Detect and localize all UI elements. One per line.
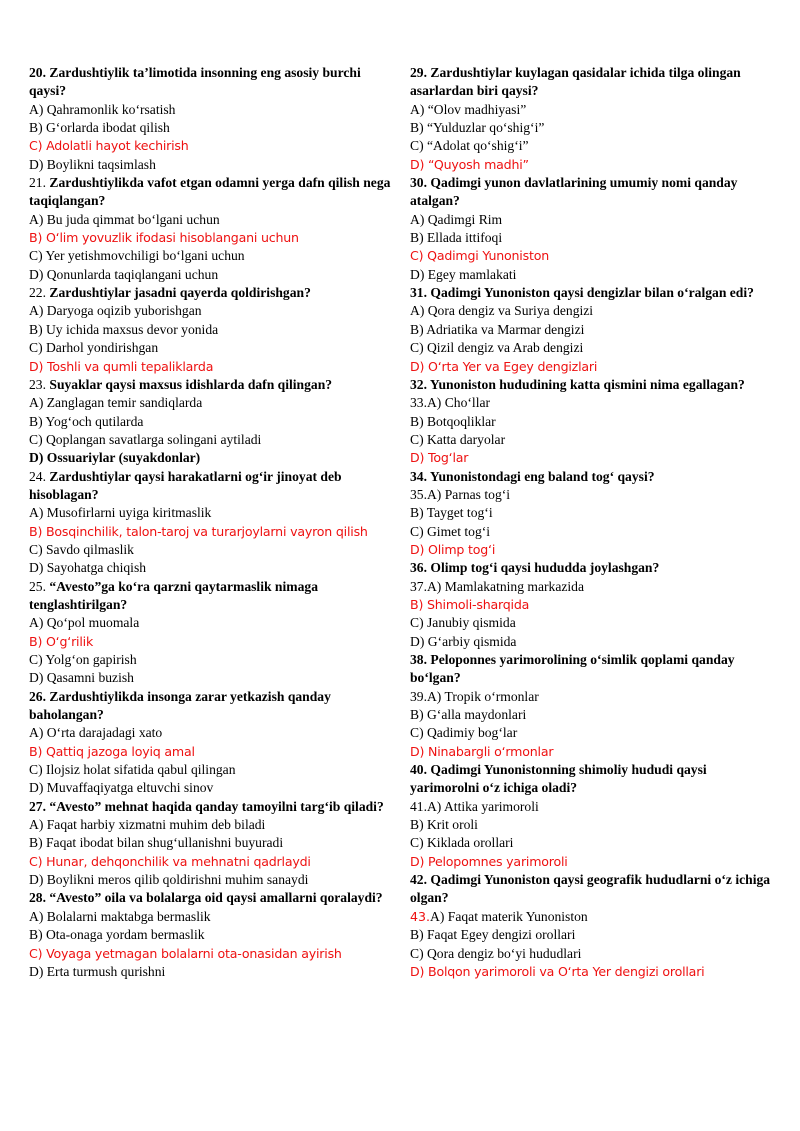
option-a: 43.A) Faqat materik Yunoniston	[410, 908, 588, 924]
option-c: C) Gimet tog‘i	[410, 523, 491, 539]
correct-answer: D) O‘rta Yer va Egey dengizlari	[410, 358, 598, 374]
correct-answer: B) Shimoli-sharqida	[410, 596, 530, 612]
question-38: 38. Peloponnes yarimorolining o‘simlik qoplami qanday bo‘lgan?	[410, 652, 735, 686]
option-c: C) Yer yetishmovchiligi bo‘lgani uchun	[29, 248, 245, 264]
option-a: A) Qora dengiz va Suriya dengizi	[410, 303, 594, 319]
option-c: C) Qora dengiz bo‘yi hududlari	[410, 945, 582, 961]
option-a: A) Zanglagan temir sandiqlarda	[29, 395, 203, 411]
correct-answer: B) Qattiq jazoga loyiq amal	[29, 743, 195, 759]
option-number: 43.	[410, 908, 431, 924]
question-40: 40. Qadimgi Yunonistonning shimoliy hududi qaysi yarimorolni o‘z ichiga oladi?	[410, 762, 707, 796]
option-d: D) Boylikni meros qilib qoldirishni muhim sanaydi	[29, 872, 309, 888]
option-c: C) Savdo qilmaslik	[29, 541, 134, 557]
correct-answer: D) Olimp tog‘i	[410, 541, 496, 557]
option-b: B) “Yulduzlar qo‘shig‘i”	[410, 120, 545, 136]
option-d: D) Boylikni taqsimlash	[29, 156, 156, 172]
option-c: C) Darhol yondirishgan	[29, 340, 159, 356]
option-c: C) Katta daryolar	[410, 431, 506, 447]
option-b: B) Krit oroli	[410, 817, 478, 833]
correct-answer: C) Voyaga yetmagan bolalarni ota-onasidan ayirish	[29, 945, 342, 961]
option-d: D) Qasamni buzish	[29, 670, 134, 686]
option-c: C) Qizil dengiz va Arab dengizi	[410, 340, 584, 356]
option-a: A) Qahramonlik ko‘rsatish	[29, 101, 176, 117]
correct-answer: D) “Quyosh madhi”	[410, 156, 529, 172]
question-20: 20. Zardushtiylik ta’limotida insonning eng asosiy burchi qaysi?	[29, 65, 361, 99]
question-30: 30. Qadimgi yunon davlatlarining umumiy nomi qanday atalgan?	[410, 175, 738, 209]
option-d: D) Egey mamlakati	[410, 266, 517, 282]
option-a: A) Musofirlarni uyiga kiritmaslik	[29, 505, 212, 521]
question-25: 25. “Avesto”ga ko‘ra qarzni qaytarmaslik nimaga tenglashtirilgan?	[29, 578, 318, 612]
option-d: D) Qonunlarda taqiqlangani uchun	[29, 266, 219, 282]
option-b: B) Uy ichida maxsus devor yonida	[29, 321, 219, 337]
option-c: C) Janubiy qismida	[410, 615, 516, 631]
option-b: B) G‘orlarda ibodat qilish	[29, 120, 170, 136]
option-a: 39.A) Tropik o‘rmonlar	[410, 688, 539, 704]
question-21: 21. Zardushtiylikda vafot etgan odamni yerga dafn qilish nega taqiqlangan?	[29, 175, 391, 209]
option-d: D) Erta turmush qurishni	[29, 963, 166, 979]
option-b: B) Adriatika va Marmar dengizi	[410, 321, 585, 337]
option-d: D) Sayohatga chiqish	[29, 560, 147, 576]
option-b: B) Ota-onaga yordam bermaslik	[29, 927, 205, 943]
question-29: 29. Zardushtiylar kuylagan qasidalar ichida tilga olingan asarlardan biri qaysi?	[410, 65, 741, 99]
question-31: 31. Qadimgi Yunoniston qaysi dengizlar bilan o‘ralgan edi?	[410, 285, 754, 301]
question-34: 34. Yunonistondagi eng baland tog‘ qaysi?	[410, 468, 655, 484]
correct-answer: B) O‘g‘rilik	[29, 633, 94, 649]
option-a: A) O‘rta darajadagi xato	[29, 725, 163, 741]
option-a: 37.A) Mamlakatning markazida	[410, 578, 585, 594]
question-28: 28. “Avesto” oila va bolalarga oid qaysi amallarni qoralaydi?	[29, 890, 383, 906]
option-b: B) Faqat ibodat bilan shug‘ullanishni buyuradi	[29, 835, 284, 851]
option-a: 33.A) Cho‘llar	[410, 395, 491, 411]
correct-answer: C) Adolatli hayot kechirish	[29, 138, 189, 154]
question-32: 32. Yunoniston hududining katta qismini nima egallagan?	[410, 376, 745, 392]
correct-answer: C) Hunar, dehqonchilik va mehnatni qadrlaydi	[29, 853, 311, 869]
question-27: 27. “Avesto” mehnat haqida qanday tamoyilni targ‘ib qiladi?	[29, 798, 384, 814]
option-b: B) Tayget tog‘i	[410, 505, 493, 521]
left-column	[29, 64, 391, 981]
correct-answer: D) Ossuariylar (suyakdonlar)	[29, 450, 201, 466]
option-b: B) Faqat Egey dengizi orollari	[410, 927, 576, 943]
question-24: 24. Zardushtiylar qaysi harakatlarni og‘ir jinoyat deb hisoblagan?	[29, 468, 342, 502]
correct-answer: B) O‘lim yovuzlik ifodasi hisoblangani uchun	[29, 230, 299, 246]
option-a: 41.A) Attika yarimoroli	[410, 798, 539, 814]
correct-answer: D) Ninabargli o‘rmonlar	[410, 743, 554, 759]
correct-answer: B) Bosqinchilik, talon-taroj va turarjoylarni vayron qilish	[29, 523, 368, 539]
option-b: B) G‘alla maydonlari	[410, 707, 527, 723]
question-23: 23. Suyaklar qaysi maxsus idishlarda dafn qilingan?	[29, 376, 333, 392]
option-d: D) Muvaffaqiyatga eltuvchi sinov	[29, 780, 214, 796]
option-a: A) Qo‘pol muomala	[29, 615, 140, 631]
correct-answer: D) Bolqon yarimoroli va O‘rta Yer dengizi orollari	[410, 963, 705, 979]
option-a: A) Bu juda qimmat bo‘lgani uchun	[29, 211, 220, 227]
option-b: B) Ellada ittifoqi	[410, 230, 503, 246]
option-a: 35.A) Parnas tog‘i	[410, 486, 511, 502]
correct-answer: D) Tog‘lar	[410, 450, 469, 466]
question-36: 36. Olimp tog‘i qaysi hududda joylashgan?	[410, 560, 660, 576]
option-a: A) Bolalarni maktabga bermaslik	[29, 908, 211, 924]
option-b: B) Yog‘och qutilarda	[29, 413, 144, 429]
correct-answer: D) Toshli va qumli tepaliklarda	[29, 358, 214, 374]
correct-answer: D) Pelopomnes yarimoroli	[410, 853, 568, 869]
question-42: 42. Qadimgi Yunoniston qaysi geografik hududlarni o‘z ichiga olgan?	[410, 872, 771, 906]
option-a: A) Daryoga oqizib yuborishgan	[29, 303, 202, 319]
option-a: A) “Olov madhiyasi”	[410, 101, 527, 117]
option-c: C) Ilojsiz holat sifatida qabul qilingan	[29, 762, 236, 778]
option-c: C) Yolg‘on gapirish	[29, 652, 137, 667]
correct-answer: C) Qadimgi Yunoniston	[410, 248, 549, 264]
option-a: A) Qadimgi Rim	[410, 211, 503, 227]
option-c: C) Qoplangan savatlarga solingani aytiladi	[29, 431, 262, 447]
question-22: 22. Zardushtiylar jasadni qayerda qoldirishgan?	[29, 285, 311, 301]
option-c: C) Kiklada orollari	[410, 835, 514, 851]
right-column	[410, 64, 772, 981]
option-a: A) Faqat harbiy xizmatni muhim deb biladi	[29, 817, 266, 833]
question-26: 26. Zardushtiylikda insonga zarar yetkazish qanday baholangan?	[29, 688, 331, 723]
option-b: B) Botqoqliklar	[410, 413, 496, 429]
option-c: C) Qadimiy bog‘lar	[410, 725, 518, 741]
option-d: D) G‘arbiy qismida	[410, 633, 517, 649]
option-c: C) “Adolat qo‘shig‘i”	[410, 138, 529, 154]
